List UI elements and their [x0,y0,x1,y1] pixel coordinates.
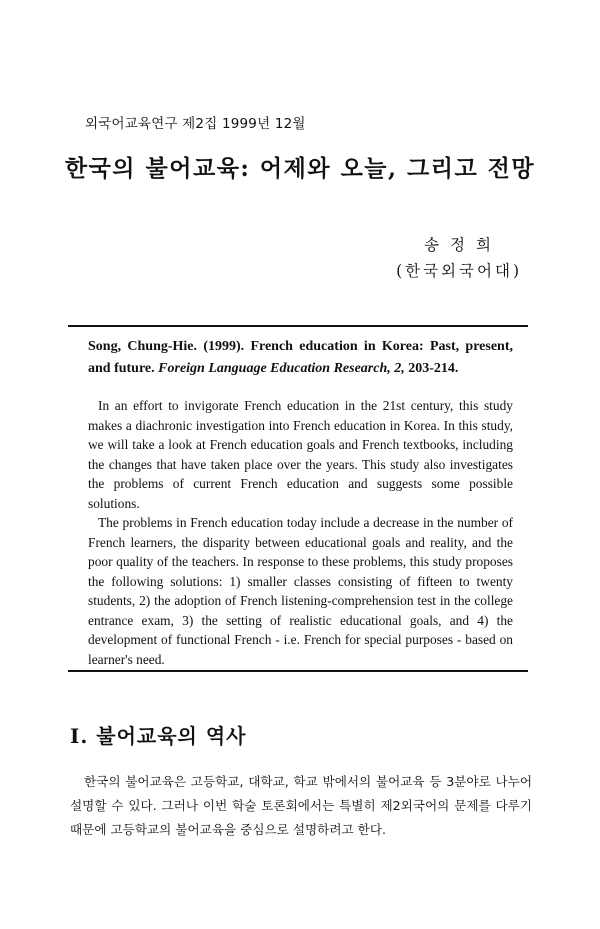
top-rule [68,325,528,327]
abstract-paragraph: The problems in French education today include a decrease in the number of French learners, the disparity between educational goals and reality, and the poor quality of the teachers. In response to these problems, this study proposes the following solutions: 1) smaller classes consisting of fifteen to twenty students, 2) the adoption of French listening-comprehension test in the college entrance exam, 3) the setting of realistic educational goals, and 4) the development of functional French - i.e. French for special purposes - based on learner's need. [88,515,513,667]
citation [88,336,513,380]
abstract [88,396,513,669]
citation-prefix: Song, Chung-Hie. (1999). French education in Korea: Past, present, and future. [88,339,513,376]
body-paragraph: 한국의 불어교육은 고등학교, 대학교, 학교 밖에서의 불어교육 등 3분야로 나누어 설명할 수 있다. 그러나 이번 학술 토론회에서는 특별히 제2외국어의 문제를 다루기 때문에 고등학교의 불어교육을 중심으로 설명하려고 한다. [70,774,532,837]
section-heading: I. 불어교육의 역사 [70,724,247,748]
journal-header: 외국어교육연구 제2집 1999년 12월 [85,116,306,132]
author-affiliation: (한국외국어대) [396,262,522,280]
citation-pages: 203-214. [404,361,459,376]
paper-title: 한국의 불어교육: 어제와 오늘, 그리고 전망 [64,155,536,182]
section-body [70,770,532,842]
bottom-rule [68,670,528,672]
author-name: 송 정 희 [424,236,494,254]
citation-journal: Foreign Language Education Research, 2, [158,361,405,376]
author-block [396,232,522,284]
abstract-paragraph: In an effort to invigorate French education in the 21st century, this study makes a diachronic investigation into French education in Korea. In this study, we will take a look at French education goals and French textbooks, including the changes that have taken place over the years. This study also investigates the problems of current French education and suggests some possible solutions. [88,398,513,511]
